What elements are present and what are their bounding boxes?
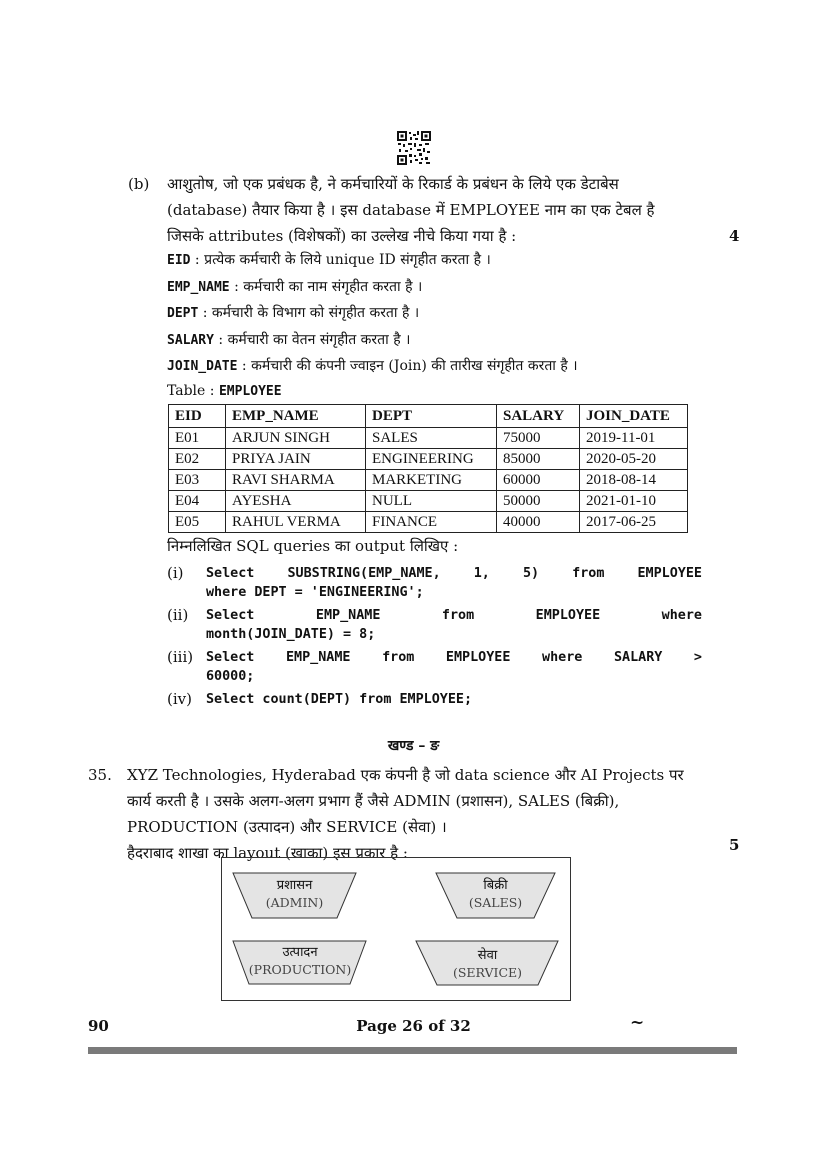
table-caption-name: EMPLOYEE (218, 384, 282, 399)
part-b-marks: 4 (729, 227, 740, 245)
table-cell: FINANCE (366, 512, 497, 533)
query-line: 60000; (206, 669, 255, 684)
attribute-desc: : प्रत्येक कर्मचारी के लिये unique ID संगृहीत करता है । (190, 252, 491, 268)
division-admin (252, 877, 337, 911)
table-cell: 85000 (497, 449, 580, 470)
table-cell: E04 (169, 491, 226, 512)
query-line: Select SUBSTRING(EMP_NAME, 1, 5) from EMPLOYEE (206, 566, 702, 581)
table-cell: RAHUL VERMA (226, 512, 366, 533)
division-hindi: प्रशासन (276, 878, 313, 893)
attribute-dept (167, 303, 419, 322)
attribute-desc: : कर्मचारी का वेतन संगृहीत करता है । (213, 332, 411, 348)
table-cell: 60000 (497, 470, 580, 491)
table-cell: E01 (169, 428, 226, 449)
table-cell: 40000 (497, 512, 580, 533)
division-english: (SALES) (468, 895, 523, 910)
query-line: month(JOIN_DATE) = 8; (206, 627, 376, 642)
header-cell: EMP_NAME (226, 405, 366, 428)
intro-line: आशुतोष, जो एक प्रबंधक है, ने कर्मचारियों के रिकार्ड के प्रबंधन के लिये एक डेटाबेस (167, 175, 619, 193)
attribute-join-date (167, 356, 578, 375)
division-service (437, 947, 538, 981)
page-number: Page 26 of 32 (356, 1017, 471, 1035)
header-cell: DEPT (366, 405, 497, 428)
table-row (169, 449, 688, 470)
table-cell: E03 (169, 470, 226, 491)
q35-line: कार्य करती है । उसके अलग-अलग प्रभाग हैं जैसे ADMIN (प्रशासन), SALES (बिक्री), (127, 792, 620, 810)
table-cell: 50000 (497, 491, 580, 512)
q35-line: XYZ Technologies, Hyderabad एक कंपनी है जो data science और AI Projects पर (127, 766, 684, 784)
attribute-desc: : कर्मचारी के विभाग को संगृहीत करता है । (198, 305, 420, 321)
part-b-intro (167, 171, 703, 249)
table-cell: 75000 (497, 428, 580, 449)
paper-code: 90 (88, 1017, 109, 1035)
intro-line: जिसके attributes (विशेषकों) का उल्लेख नीचे किया गया है : (167, 227, 517, 245)
table-cell: NULL (366, 491, 497, 512)
table-cell: 2018-08-14 (580, 470, 688, 491)
queries-intro: निम्नलिखित SQL queries का output लिखिए : (167, 537, 459, 555)
query-line: Select EMP_NAME from EMPLOYEE where SALARY > (206, 650, 702, 665)
attribute-name: EMP_NAME (167, 280, 230, 295)
employee-table (168, 404, 688, 533)
division-english: (PRODUCTION) (248, 962, 352, 977)
table-cell: E05 (169, 512, 226, 533)
attribute-emp-name (167, 277, 422, 296)
division-english: (ADMIN) (265, 895, 324, 910)
division-sales (452, 877, 539, 911)
intro-line: (database) तैयार किया है । इस database में EMPLOYEE नाम का एक टेबल है (167, 201, 655, 219)
attribute-desc: : कर्मचारी का नाम संगृहीत करता है । (229, 279, 423, 295)
query-line: Select EMP_NAME from EMPLOYEE where (206, 608, 702, 623)
table-cell: 2020-05-20 (580, 449, 688, 470)
query-line: where DEPT = 'ENGINEERING'; (206, 585, 424, 600)
table-cell: 2017-06-25 (580, 512, 688, 533)
table-cell: 2019-11-01 (580, 428, 688, 449)
branch-layout-diagram (221, 857, 571, 1001)
footer-mark: ~ (630, 1013, 645, 1033)
table-row (169, 428, 688, 449)
attribute-eid (167, 250, 491, 269)
footer-divider (88, 1047, 737, 1054)
query-number: (iii) (167, 648, 194, 666)
query-number: (iv) (167, 690, 192, 708)
query-number: (i) (167, 564, 184, 582)
part-b-label: (b) (128, 175, 150, 193)
table-header-row (169, 405, 688, 428)
table-cell: AYESHA (226, 491, 366, 512)
division-production (244, 944, 356, 978)
attribute-desc: : कर्मचारी की कंपनी ज्वाइन (Join) की तारीख संगृहीत करता है । (237, 358, 578, 374)
table-cell: MARKETING (366, 470, 497, 491)
division-hindi: बिक्री (483, 878, 508, 893)
qr-code-image (397, 131, 431, 165)
table-caption-prefix: Table : (167, 383, 219, 399)
table-row (169, 491, 688, 512)
q35-text (127, 762, 703, 866)
attribute-name: JOIN_DATE (167, 359, 238, 374)
header-cell: SALARY (497, 405, 580, 428)
section-title: खण्ड – ङ (387, 738, 440, 754)
table-cell: SALES (366, 428, 497, 449)
table-cell: E02 (169, 449, 226, 470)
header-cell: JOIN_DATE (580, 405, 688, 428)
table-cell: ENGINEERING (366, 449, 497, 470)
query-number: (ii) (167, 606, 189, 624)
q35-number: 35. (88, 766, 112, 784)
attribute-name: EID (167, 253, 191, 268)
division-hindi: उत्पादन (282, 945, 318, 960)
table-cell: RAVI SHARMA (226, 470, 366, 491)
table-row (169, 470, 688, 491)
table-cell: PRIYA JAIN (226, 449, 366, 470)
table-cell: 2021-01-10 (580, 491, 688, 512)
attribute-name: SALARY (167, 333, 214, 348)
table-cell: ARJUN SINGH (226, 428, 366, 449)
q35-marks: 5 (729, 836, 740, 854)
division-english: (SERVICE) (452, 965, 523, 980)
header-cell: EID (169, 405, 226, 428)
query-line: Select count(DEPT) from EMPLOYEE; (206, 692, 473, 707)
table-caption (167, 383, 282, 399)
q35-line: हैदराबाद शाखा का layout (खाका) इस प्रकार है : (127, 844, 408, 862)
attribute-salary (167, 330, 410, 349)
attribute-name: DEPT (167, 306, 199, 321)
division-hindi: सेवा (477, 948, 498, 963)
table-row (169, 512, 688, 533)
q35-line: PRODUCTION (उत्पादन) और SERVICE (सेवा) । (127, 818, 447, 836)
